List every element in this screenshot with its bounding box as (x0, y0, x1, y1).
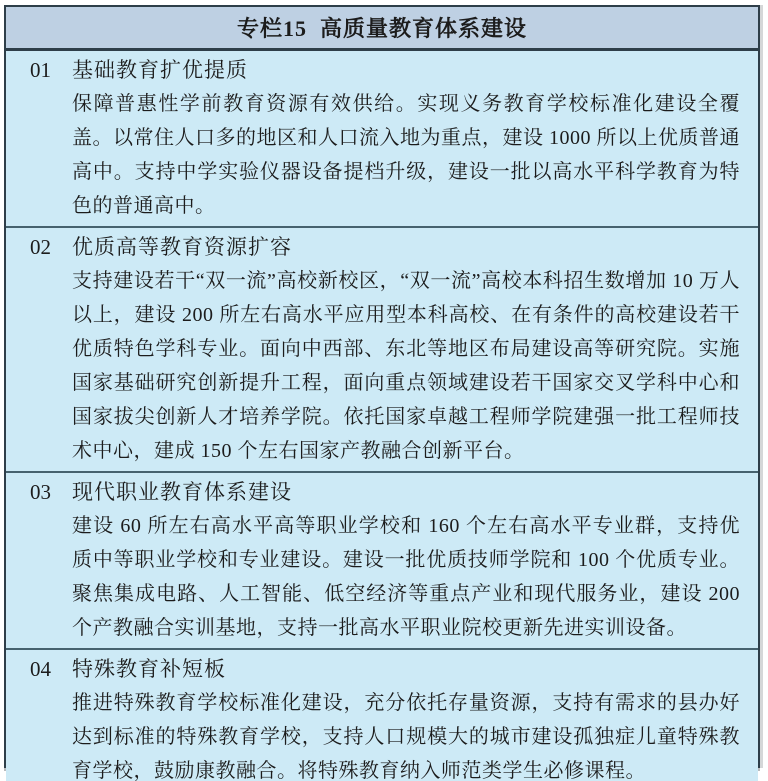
section-heading: 现代职业教育体系建设 (72, 480, 292, 504)
column-panel (4, 5, 760, 781)
section-special-education (6, 648, 758, 781)
panel-body (6, 51, 758, 781)
section-heading: 优质高等教育资源扩容 (72, 235, 292, 259)
section-body-text: 保障普惠性学前教育资源有效供给。实现义务教育学校标准化建设全覆盖。以常住人口多的地区和人口流入地为重点，建设 1000 所以上优质普通高中。支持中学实验仪器设备提档升级，建设一批以高水平科学教育为特色的普通高中。 (72, 93, 740, 217)
section-number: 04 (30, 657, 51, 681)
section-head (6, 53, 758, 87)
section-number: 03 (30, 480, 51, 504)
section-number: 02 (30, 235, 51, 259)
section-heading: 基础教育扩优提质 (72, 58, 248, 82)
section-basic-education (6, 51, 758, 226)
panel-title: 专栏15 高质量教育体系建设 (236, 16, 527, 41)
section-head (6, 230, 758, 264)
section-higher-education (6, 226, 758, 471)
section-body-text: 建设 60 所左右高水平高等职业学校和 160 个左右高水平专业群，支持优质中等职业学校和专业建设。建设一批优质技师学院和 100 个优质专业。聚焦集成电路、人工智能、低空经济等重点产业和现代服务业，建设 200 个产教融合实训基地，支持一批高水平职业院校更新先进实训设备。 (72, 515, 740, 639)
section-body-text: 支持建设若干“双一流”高校新校区，“双一流”高校本科招生数增加 10 万人以上，建设 200 所左右高水平应用型本科高校、在有条件的高校建设若干优质特色学科专业。面向中西部、东北等地区布局建设高等研究院。实施国家基础研究创新提升工程，面向重点领域建设若干国家交叉学科中心和国家拔尖创新人才培养学院。依托国家卓越工程师学院建强一批工程师技术中心，建成 150 个左右国家产教融合创新平台。 (72, 270, 740, 462)
section-head (6, 652, 758, 686)
section-head (6, 475, 758, 509)
section-vocational-education (6, 471, 758, 648)
section-heading: 特殊教育补短板 (72, 657, 226, 681)
panel-header (6, 7, 758, 51)
section-body-text: 推进特殊教育学校标准化建设，充分依托存量资源，支持有需求的县办好达到标准的特殊教育学校，支持人口规模大的城市建设孤独症儿童特殊教育学校，鼓励康教融合。将特殊教育纳入师范类学生必修课程。 (72, 692, 740, 781)
section-number: 01 (30, 58, 51, 82)
